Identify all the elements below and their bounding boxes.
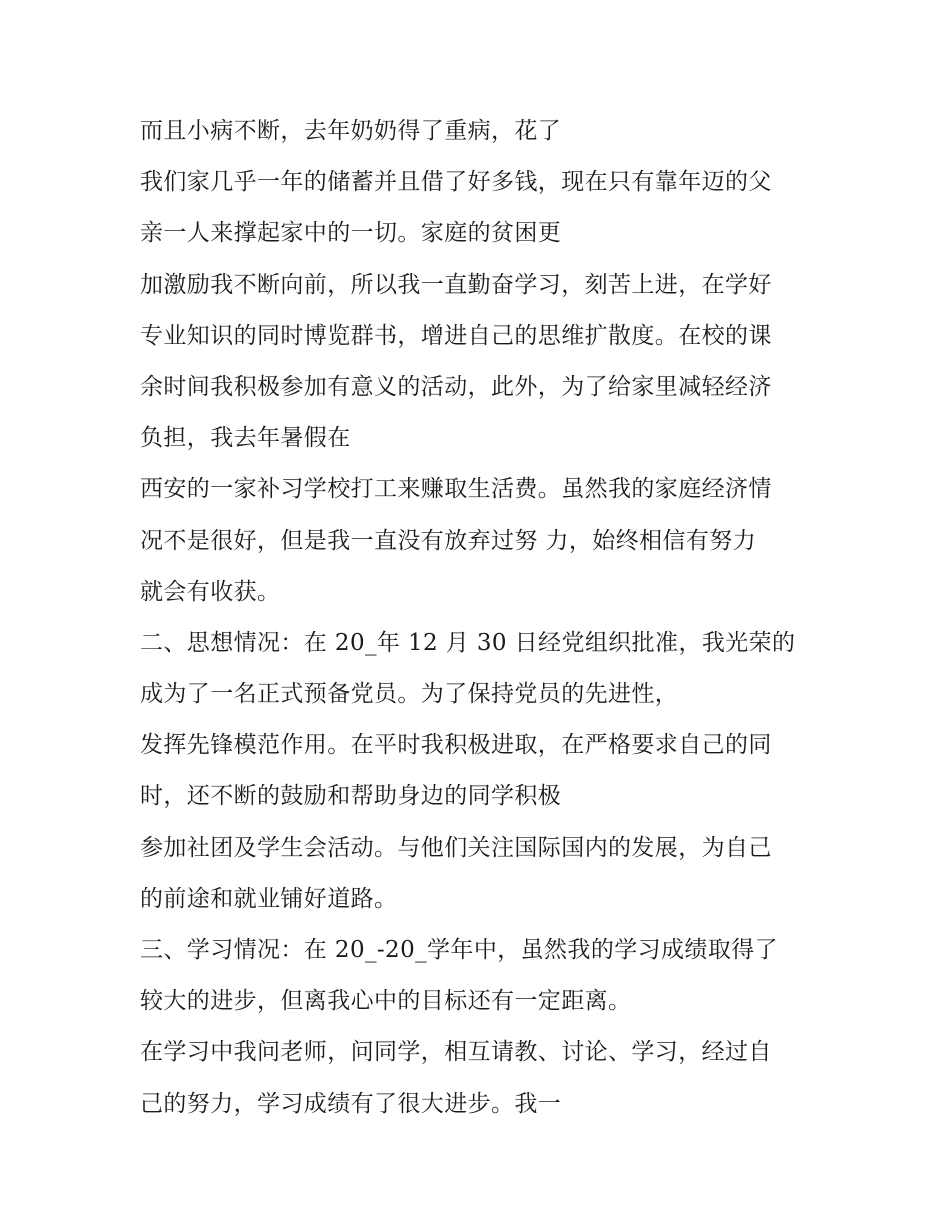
text-line: 余时间我积极参加有意义的活动，此外，为了给家里减轻经济 — [140, 373, 772, 400]
text-line: 负担，我去年暑假在 — [140, 425, 351, 452]
text-line: 西安的一家补习学校打工来赚取生活费。虽然我的家庭经济情 — [140, 476, 772, 503]
text-line: 加激励我不断向前，所以我一直勤奋学习，刻苦上进，在学好 — [140, 271, 772, 298]
section-heading-line: 三、学习情况：在 20_-20_学年中，虽然我的学习成绩取得了 — [140, 937, 779, 963]
text-line: 时，还不断的鼓励和帮助身边的同学积极 — [140, 783, 562, 810]
text-line: 发挥先锋模范作用。在平时我积极进取，在严格要求自己的同 — [140, 732, 772, 759]
text-line: 较大的进步，但离我心中的目标还有一定距离。 — [140, 988, 632, 1015]
text-line: 在学习中我问老师，问同学，相互请教、讨论、学习，经过自 — [140, 1039, 772, 1066]
text-line: 而且小病不断，去年奶奶得了重病，花了 — [140, 118, 562, 144]
text-line: 我们家几乎一年的储蓄并且借了好多钱，现在只有靠年迈的父 — [140, 169, 772, 196]
section-heading-line: 二、思想情况：在 20_年 12 月 30 日经党组织批准，我光荣的 — [140, 629, 796, 656]
text-line: 专业知识的同时博览群书，增进自己的思维扩散度。在校的课 — [140, 322, 772, 349]
text-line: 成为了一名正式预备党员。为了保持党员的先进性， — [140, 681, 679, 708]
text-line: 亲一人来撑起家中的一切。家庭的贫困更 — [140, 220, 562, 247]
text-line: 参加社团及学生会活动。与他们关注国际国内的发展，为自己 — [140, 834, 772, 861]
text-line: 的前途和就业铺好道路。 — [140, 885, 398, 912]
text-line: 况不是很好，但是我一直没有放弃过努 力，始终相信有努力 — [140, 527, 757, 554]
document-body — [140, 106, 820, 1130]
text-line: 就会有收获。 — [140, 578, 281, 605]
text-line: 己的努力，学习成绩有了很大进步。我一 — [140, 1090, 562, 1117]
